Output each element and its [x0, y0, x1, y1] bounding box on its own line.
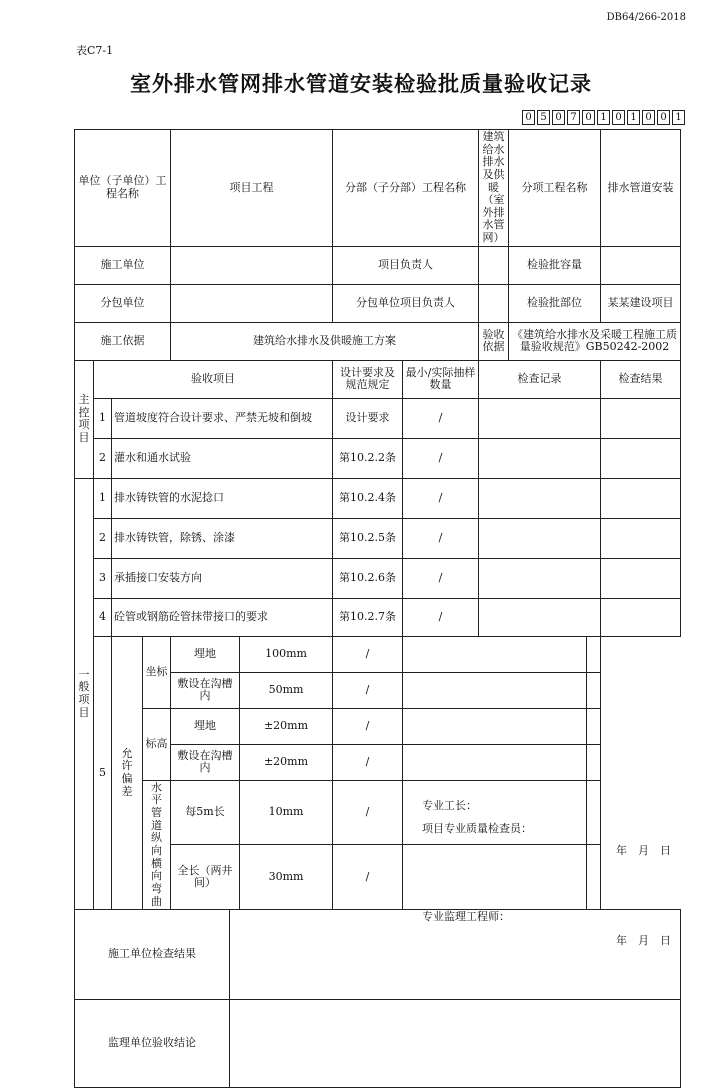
row-sample: / — [403, 398, 479, 438]
row-spec: 第10.2.6条 — [333, 558, 403, 598]
supervisor-sign-area — [230, 1000, 681, 1088]
dev-name: 埋地 — [171, 708, 240, 744]
row-result — [601, 558, 681, 598]
row-spec: 第10.2.7条 — [333, 598, 403, 636]
code-digit: 0 — [642, 110, 655, 125]
row-record — [479, 518, 601, 558]
row-sample: / — [403, 598, 479, 636]
code-digit: 0 — [522, 110, 535, 125]
constructor-label: 施工单位 — [75, 246, 171, 284]
accept-basis-value: 《建筑给水排水及采暖工程施工质量验收规范》GB50242-2002 — [509, 322, 681, 360]
table-row — [75, 558, 681, 598]
pm-value — [479, 246, 509, 284]
dev-sample: / — [333, 672, 403, 708]
row-no: 1 — [94, 478, 112, 518]
table-row — [75, 438, 681, 478]
table-row — [75, 598, 681, 636]
dev-spec: ±20mm — [240, 708, 333, 744]
dev-sample: / — [333, 636, 403, 672]
row-record — [403, 708, 587, 744]
dev-spec: 100mm — [240, 636, 333, 672]
coord-label: 坐标 — [143, 636, 171, 708]
pm-label: 项目负责人 — [333, 246, 479, 284]
date-label-2: 年 月 日 — [616, 934, 671, 947]
dev-name: 每5m长 — [171, 780, 240, 845]
constructor-result-label: 施工单位检查结果 — [75, 910, 230, 1000]
code-digit: 0 — [612, 110, 625, 125]
date-label: 年 月 日 — [616, 844, 671, 857]
row-name: 管道坡度符合设计要求、严禁无坡和倒坡 — [112, 398, 333, 438]
dev-name: 敷设在沟槽内 — [171, 744, 240, 780]
deviation-no: 5 — [94, 636, 112, 909]
slope-label: 水 平 管 道 纵 向 横 向 弯 曲 — [143, 780, 171, 909]
deviation-label: 允 许 偏 差 — [112, 636, 143, 909]
code-digit: 1 — [597, 110, 610, 125]
row-result — [587, 780, 601, 845]
row-record — [479, 478, 601, 518]
table-row — [75, 636, 681, 672]
sub-pm-value — [479, 284, 509, 322]
form-number: 表C7-1 — [76, 44, 114, 57]
row-no: 4 — [94, 598, 112, 636]
item-label: 分项工程名称 — [509, 130, 601, 247]
dev-spec: 10mm — [240, 780, 333, 845]
code-digit: 0 — [657, 110, 670, 125]
row-name: 承插接口安装方向 — [112, 558, 333, 598]
row-spec: 设计要求 — [333, 398, 403, 438]
accept-basis-label: 验收依据 — [479, 322, 509, 360]
row-name: 排水铸铁管的水泥捻口 — [112, 478, 333, 518]
basis-value: 建筑给水排水及供暖施工方案 — [171, 322, 479, 360]
code-digit: 1 — [672, 110, 685, 125]
col-spec: 设计要求及规范规定 — [333, 360, 403, 398]
col-record: 检查记录 — [479, 360, 601, 398]
row-spec: 第10.2.4条 — [333, 478, 403, 518]
row-result — [601, 478, 681, 518]
row-name: 砼管或钢筋砼管抹带接口的要求 — [112, 598, 333, 636]
dev-spec: 30mm — [240, 845, 333, 910]
code-digit: 5 — [537, 110, 550, 125]
col-items: 验收项目 — [94, 360, 333, 398]
table-row — [75, 398, 681, 438]
inspection-table — [74, 129, 681, 1088]
location-label: 检验批部位 — [509, 284, 601, 322]
unit-label: 单位（子单位）工程名称 — [75, 130, 171, 247]
col-sample: 最小/实际抽样数量 — [403, 360, 479, 398]
row-result — [587, 744, 601, 780]
supervisor-engineer-label: 专业监理工程师： — [422, 910, 510, 923]
sub-label: 分部（子分部）工程名称 — [333, 130, 479, 247]
capacity-label: 检验批容量 — [509, 246, 601, 284]
dev-sample: / — [333, 708, 403, 744]
general-label: 一 般 项 目 — [75, 478, 94, 909]
elev-label: 标高 — [143, 708, 171, 780]
form-code-boxes — [522, 110, 685, 125]
table-row — [75, 708, 681, 744]
dev-name: 全长（两井间） — [171, 845, 240, 910]
table-row — [75, 478, 681, 518]
dev-name: 埋地 — [171, 636, 240, 672]
dev-sample: / — [333, 780, 403, 845]
row-spec: 第10.2.2条 — [333, 438, 403, 478]
standard-code: DB64/266-2018 — [606, 12, 686, 23]
row-sample: / — [403, 558, 479, 598]
row-record — [479, 598, 601, 636]
code-digit: 1 — [627, 110, 640, 125]
row-result — [601, 438, 681, 478]
dev-spec: ±20mm — [240, 744, 333, 780]
code-digit: 7 — [567, 110, 580, 125]
foreman-label: 专业工长： — [422, 799, 477, 812]
item-value: 排水管道安装 — [601, 130, 681, 247]
table-row — [75, 518, 681, 558]
row-name: 灌水和通水试验 — [112, 438, 333, 478]
col-result: 检查结果 — [601, 360, 681, 398]
row-no: 2 — [94, 518, 112, 558]
row-sample: / — [403, 478, 479, 518]
page-title: 室外排水管网排水管道安装检验批质量验收记录 — [130, 72, 592, 96]
row-result — [601, 398, 681, 438]
supervisor-result-label: 监理单位验收结论 — [75, 1000, 230, 1088]
inspector-label: 项目专业质量检查员： — [422, 822, 532, 835]
row-record — [403, 672, 587, 708]
row-name: 排水铸铁管，除锈、涂漆 — [112, 518, 333, 558]
row-sample: / — [403, 438, 479, 478]
row-result — [587, 845, 601, 910]
location-value: 某某建设项目 — [601, 284, 681, 322]
table-row — [75, 780, 681, 845]
row-record — [403, 636, 587, 672]
code-digit: 0 — [552, 110, 565, 125]
row-sample: / — [403, 518, 479, 558]
row-record — [479, 438, 601, 478]
row-result — [601, 518, 681, 558]
capacity-value — [601, 246, 681, 284]
row-result — [587, 636, 601, 672]
row-no: 1 — [94, 398, 112, 438]
sub-value: 建筑给水排水及供暖（室外排水管网） — [479, 130, 509, 247]
row-record — [403, 845, 587, 910]
basis-label: 施工依据 — [75, 322, 171, 360]
main-control-label: 主 控 项 目 — [75, 360, 94, 478]
row-no: 2 — [94, 438, 112, 478]
dev-sample: / — [333, 744, 403, 780]
row-record — [479, 558, 601, 598]
unit-value: 项目工程 — [171, 130, 333, 247]
subcontractor-value — [171, 284, 333, 322]
row-spec: 第10.2.5条 — [333, 518, 403, 558]
subcontractor-label: 分包单位 — [75, 284, 171, 322]
dev-spec: 50mm — [240, 672, 333, 708]
row-no: 3 — [94, 558, 112, 598]
constructor-value — [171, 246, 333, 284]
dev-sample: / — [333, 845, 403, 910]
row-result — [601, 598, 681, 636]
row-result — [587, 708, 601, 744]
code-digit: 0 — [582, 110, 595, 125]
dev-name: 敷设在沟槽内 — [171, 672, 240, 708]
row-result — [587, 672, 601, 708]
row-record — [403, 744, 587, 780]
sub-pm-label: 分包单位项目负责人 — [333, 284, 479, 322]
row-record — [479, 398, 601, 438]
